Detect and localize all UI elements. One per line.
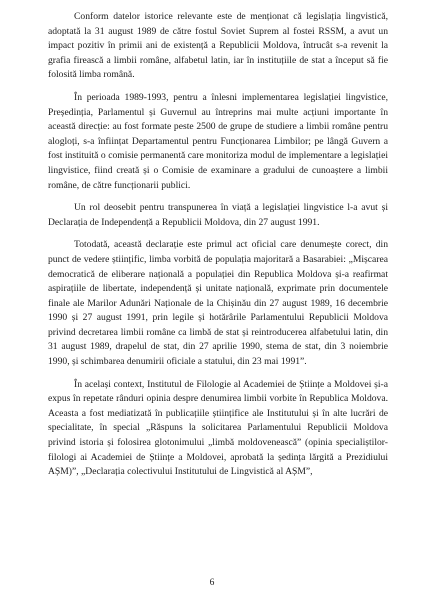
- page-number: 6: [209, 578, 215, 588]
- paragraph-4: Totodată, această declarație este primul act oficial care denumește corect, din punct de vedere științific, limba vorbită de populația majoritară a Basarabiei: „Mișcarea democratică de eliberare națională a populației din Republica Moldova și-a reafirmat aspirațiile de libertate, independență și unitate națională, exprimate prin documentele finale ale Marilor Adunări Naționale de la Chișinău din 27 august 1989, 16 decembrie 1990 și 27 august 1991, prin legile și hotărârile Parlamentului Republicii Moldova privind decretarea limbii române ca limbă de stat și reintroducerea alfabetului latin, din 31 august 1989, drapelul de stat, din 27 aprilie 1990, stema de stat, din 3 noiembrie 1990, și schimbarea denumirii oficiale a statului, din 23 mai 1991”.: [48, 239, 388, 368]
- paragraph-2: În perioada 1989-1993, pentru a înlesni implementarea legislației lingvistice, Președinția, Parlamentul și Guvernul au întreprins mai multe acțiuni importante în această direcție: au fost formate peste 2500 de grupe de studiere a limbii române pentru alogloți, s-a înființat Departamentul pentru Funcționarea Limbilor; pe lângă Guvern a fost instituită o comisie permanentă care monitoriza modul de implementare a legislației lingvistice, fiind creată și o Comisie de examinare a gradului de cunoaștere a limbii române, de către funcționarii publici.: [48, 91, 388, 191]
- paragraph-5: În același context, Institutul de Filologie al Academiei de Științe a Moldovei și-a expus în repetate rânduri opinia despre denumirea limbii vorbite în Republica Moldova. Aceasta a fost mediatizată în publicațiile științifice ale Institutului și în alte lucrări de specialitate, în special „Răspuns la solicitarea Parlamentului Republicii Moldova privind istoria și folosirea glotonimului „limbă moldovenească” (opinia specialiștilor-filologi ai Academiei de Științe a Moldovei, aprobată la ședința lărgită a Prezidiului AȘM)”, „Declarația colectivului Institutului de Lingvistică al AȘM”,: [48, 378, 388, 478]
- paragraph-1: Conform datelor istorice relevante este de menționat că legislația lingvistică, adoptată la 31 august 1989 de către fostul Soviet Suprem al fostei RSSM, a avut un impact pozitiv în primii ani de existență a Republicii Moldova, întrucât s-a revenit la grafia firească a limbii române, alfabetul latin, iar în instituțiile de stat a început să fie folosită limba română.: [48, 11, 388, 81]
- paragraph-3: Un rol deosebit pentru transpunerea în viață a legislației lingvistice l-a avut și Declarația de Independență a Republicii Moldova, din 27 august 1991.: [48, 202, 388, 228]
